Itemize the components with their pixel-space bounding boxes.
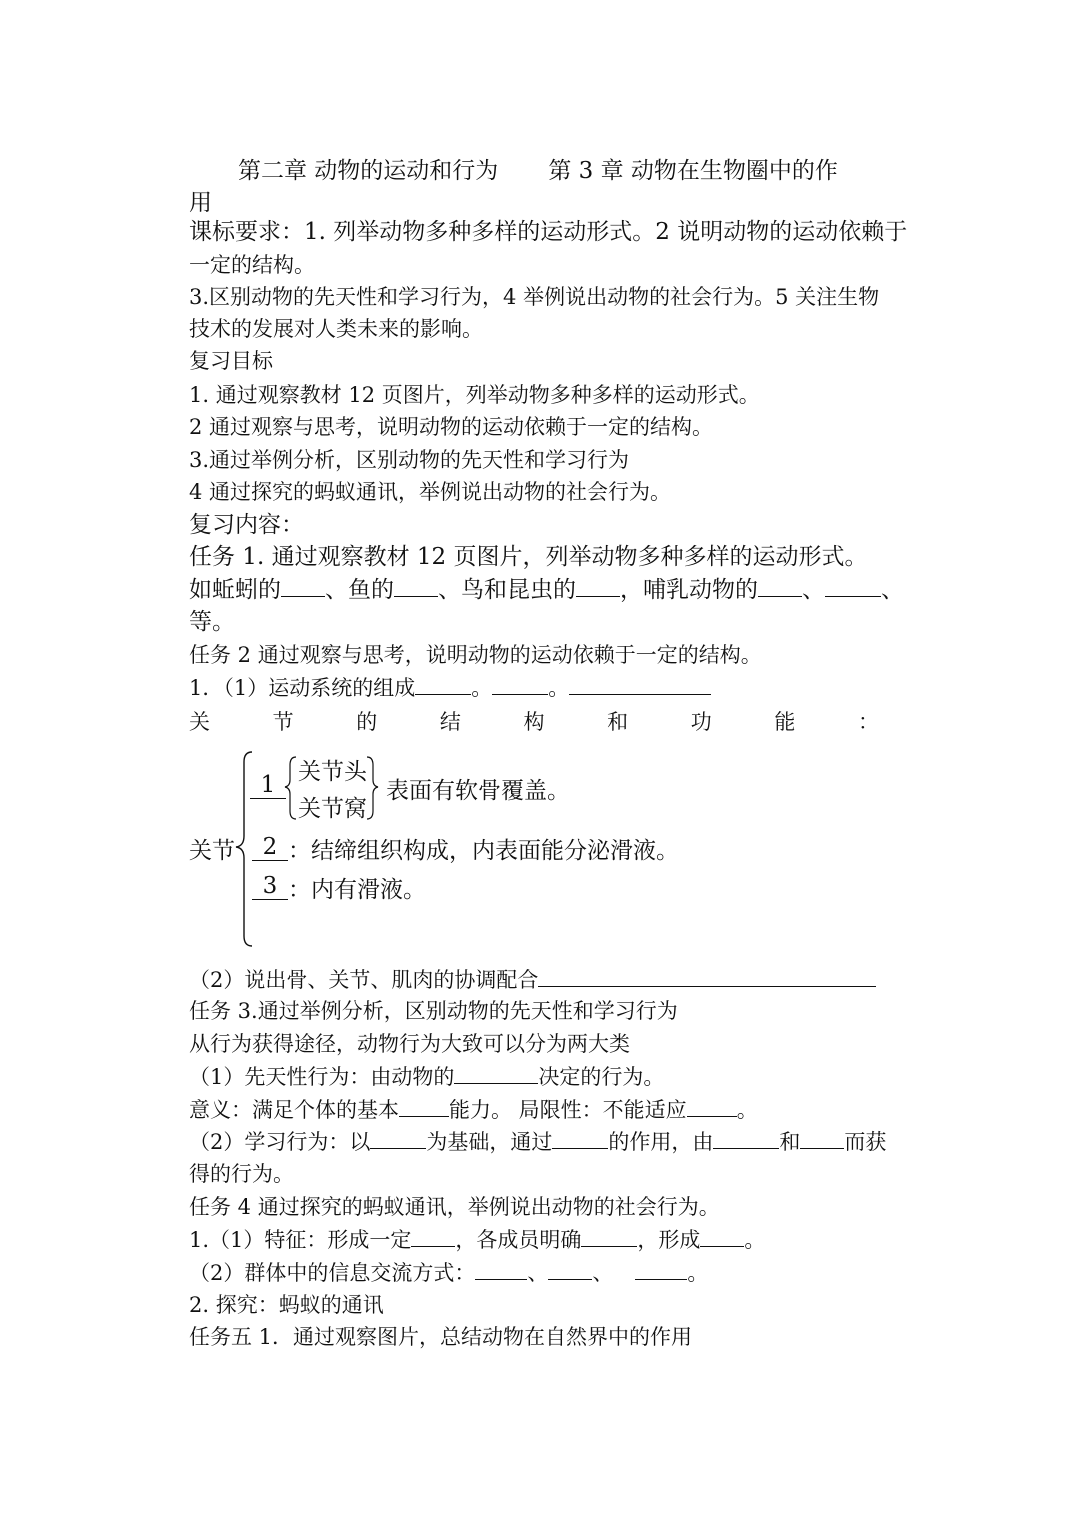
task4-features-text-a: 1.（1）特征：形成一定 [189, 1228, 412, 1252]
standards-line-3: 3.区别动物的先天性和学习行为，4 举例说出动物的社会行为。5 关注生物 [189, 285, 880, 309]
standards-line-2: 一定的结构。 [189, 253, 315, 277]
joint-heading-char: 节 [272, 710, 294, 734]
joint-capsule-text: ：结缔组织构成，内表面能分泌滑液。 [288, 838, 679, 864]
task-2: 任务 2 通过观察与思考，说明动物的运动依赖于一定的结构。 [189, 643, 762, 667]
goals-heading: 复习目标 [189, 349, 273, 373]
joint-label: 关节 [189, 838, 235, 864]
joint-heading-char: 的 [356, 710, 378, 734]
task-1-end: 等。 [189, 609, 235, 635]
joint-heading-char: ： [858, 710, 879, 734]
joint-part-3-number: 3 [252, 873, 288, 900]
task3-learned-text-c: 的作用，由 [608, 1130, 714, 1154]
standards-line-1: 课标要求：1. 列举动物多种多样的运动形式。2 说明动物的运动依赖于 [189, 219, 908, 245]
answer-blank[interactable] [635, 1259, 687, 1280]
answer-blank[interactable] [581, 1226, 637, 1247]
task4-features-text-b: ，各成员明确 [455, 1228, 582, 1252]
cartilage-text: 表面有软骨覆盖。 [386, 778, 570, 804]
task-2-item-2 [189, 966, 876, 994]
task-5: 任务五 1．通过观察图片，总结动物在自然界中的作用 [189, 1325, 693, 1349]
answer-blank[interactable] [475, 1259, 527, 1280]
joint-heading-char: 功 [690, 710, 712, 734]
goal-2: 2 通过观察与思考，说明动物的运动依赖于一定的结构。 [189, 415, 714, 439]
task4-features-text-d: 。 [744, 1228, 766, 1252]
task3-innate-text-a: （1）先天性行为：由动物的 [189, 1065, 455, 1089]
task1-text-d: ，哺乳动物的 [620, 577, 758, 603]
joint-socket: 关节窝 [298, 796, 367, 822]
title-wrap: 用 [189, 190, 212, 216]
task3-learned-text-b: 为基础，通过 [426, 1130, 553, 1154]
right-inner-brace [367, 757, 378, 819]
task-4-explore: 2. 探究：蚂蚁的通讯 [189, 1293, 384, 1317]
answer-blank[interactable] [687, 1096, 737, 1117]
goal-3: 3.通过举例分析，区别动物的先天性和学习行为 [189, 448, 630, 472]
answer-blank[interactable] [370, 1128, 426, 1149]
task4-comm-text-d: 。 [687, 1261, 709, 1285]
answer-blank[interactable] [552, 1128, 608, 1149]
task-3-meaning [189, 1096, 758, 1124]
task3-innate-text-b: 决定的行为。 [538, 1065, 665, 1089]
task-4-communication [189, 1259, 708, 1287]
task1-text-f: 、 [881, 577, 904, 603]
task1-text-a: 如蚯蚓的 [189, 577, 281, 603]
standards-line-4: 技术的发展对人类未来的影响。 [189, 317, 483, 341]
task2-text-c: 。 [548, 676, 570, 700]
task3-meaning-text-b: 能力。 局限性：不能适应 [449, 1098, 687, 1122]
task4-comm-text-b: 、 [527, 1261, 549, 1285]
joint-heading-char: 关 [189, 710, 210, 734]
task3-learned-text-e: 而获 [844, 1130, 887, 1154]
task4-features-text-c: ，形成 [637, 1228, 701, 1252]
task1-text-b: 、鱼的 [325, 577, 394, 603]
task1-text-e: 、 [802, 577, 825, 603]
joint-part-2-number: 2 [252, 834, 288, 861]
goal-1: 1. 通过观察教材 12 页图片，列举动物多种多样的运动形式。 [189, 383, 760, 407]
answer-blank[interactable] [700, 1226, 744, 1247]
chapter-2-title: 第二章 动物的运动和行为 [238, 158, 499, 184]
task2-text-a: 1．（1）运动系统的组成 [189, 676, 416, 700]
chapter-3-title: 第 3 章 动物在生物圈中的作 [548, 158, 838, 184]
task3-meaning-text-c: 。 [736, 1098, 758, 1122]
left-inner-brace [285, 757, 296, 819]
task3-meaning-text-a: 意义：满足个体的基本 [189, 1098, 399, 1122]
task-3-intro: 从行为获得途径，动物行为大致可以分为两大类 [189, 1032, 630, 1056]
answer-blank[interactable] [538, 966, 876, 987]
task2-text-b: 。 [471, 676, 493, 700]
answer-blank[interactable] [411, 1226, 455, 1247]
joint-heading-char: 结 [439, 710, 461, 734]
joint-head: 关节头 [298, 759, 367, 785]
task4-comm-text-c: 、 [592, 1261, 614, 1285]
goal-4: 4 通过探究的蚂蚁通讯，举例说出动物的社会行为。 [189, 480, 672, 504]
task-3: 任务 3.通过举例分析，区别动物的先天性和学习行为 [189, 999, 678, 1023]
task-3-learned [189, 1128, 886, 1156]
answer-blank[interactable] [454, 1063, 538, 1084]
answer-blank[interactable] [399, 1096, 449, 1117]
joint-heading-char: 能 [774, 710, 796, 734]
joint-part-1-number: 1 [250, 772, 286, 799]
joint-cavity-text: ：内有滑液。 [288, 877, 426, 903]
content-heading: 复习内容： [189, 512, 304, 538]
task-1: 任务 1. 通过观察教材 12 页图片，列举动物多种多样的运动形式。 [189, 544, 868, 570]
task4-comm-text-a: （2）群体中的信息交流方式： [189, 1261, 476, 1285]
answer-blank[interactable] [713, 1128, 779, 1149]
task-4-features [189, 1226, 765, 1254]
task2-item2-text: （2）说出骨、关节、肌肉的协调配合 [189, 968, 539, 992]
joint-heading-char: 构 [523, 710, 545, 734]
answer-blank[interactable] [800, 1128, 844, 1149]
task-3-learned-end: 得的行为。 [189, 1162, 294, 1186]
task-4: 任务 4 通过探究的蚂蚁通讯，举例说出动物的社会行为。 [189, 1195, 720, 1219]
task-3-innate [189, 1063, 664, 1091]
task3-learned-text-d: 和 [779, 1130, 801, 1154]
task1-text-c: 、鸟和昆虫的 [438, 577, 576, 603]
task3-learned-text-a: （2）学习行为：以 [189, 1130, 371, 1154]
joint-heading-char: 和 [607, 710, 629, 734]
answer-blank[interactable] [548, 1259, 592, 1280]
